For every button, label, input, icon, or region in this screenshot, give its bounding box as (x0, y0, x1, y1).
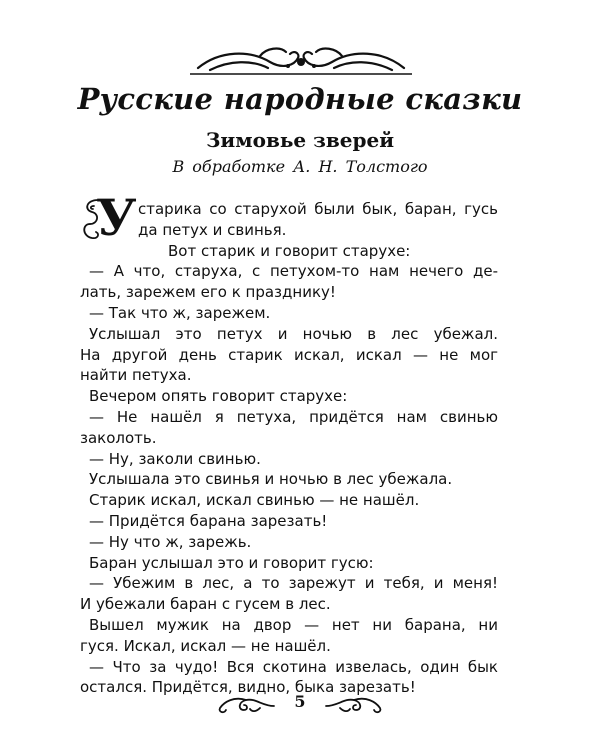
text-line: Вечером опять говорит старухе: (89, 387, 348, 406)
page-footer (0, 690, 600, 720)
text-line: — Убежим в лес, а то зарежут и тебя, и меня! (89, 574, 498, 593)
text-line: — А что, старуха, с петухом-то нам нечего де- (89, 262, 498, 281)
text-line: — Придётся барана зарезать! (89, 511, 328, 530)
story-title: Зимовье зверей (205, 128, 395, 152)
top-ornament-icon (190, 44, 412, 78)
text-line: Вот старик и говорит старухе: (168, 241, 411, 260)
text-line: Баран услышал это и говорит гусю: (89, 553, 374, 572)
text-line: Услышал это петух и ночью в лес убежал. (89, 324, 498, 343)
text-line: — Что за чудо! Вся скотина извелась, один бык (89, 657, 498, 676)
text-line: — Не нашёл я петуха, придётся нам свинью (89, 407, 498, 426)
text-line: гуся. Искал, искал — не нашёл. (80, 636, 331, 655)
footer-right-ornament-icon (324, 694, 384, 716)
text-line: лать, зарежем его к празднику! (80, 283, 336, 302)
text-line: — Так что ж, зарежем. (89, 303, 271, 322)
text-line: Старик искал, искал свинью — не нашёл. (89, 491, 420, 510)
book-title: Русские народные сказки (77, 82, 523, 116)
text-line: На другой день старик искал, искал — не мог (80, 345, 498, 364)
text-line: — Ну, заколи свинью. (89, 449, 261, 468)
text-line: старика со старухой были бык, баран, гусь (138, 200, 498, 218)
story-text (80, 199, 498, 698)
drop-cap-letter: У (96, 188, 137, 247)
page-number: 5 (294, 692, 306, 711)
text-line: Услышала это свинья и ночью в лес убежала. (89, 470, 453, 489)
text-line: — Ну что ж, зарежь. (89, 532, 252, 551)
text-line: да петух и свинья. (138, 220, 287, 239)
text-line: заколоть. (80, 428, 157, 447)
text-line: найти петуха. (80, 366, 192, 385)
story-subtitle: В обработке А. Н. Толстого (172, 157, 428, 176)
text-line: Вышел мужик на двор — нет ни барана, ни (89, 615, 498, 634)
text-line: И убежали баран с гусем в лес. (80, 595, 331, 614)
text-line: остался. Придётся, видно, быка зарезать! (80, 678, 416, 697)
